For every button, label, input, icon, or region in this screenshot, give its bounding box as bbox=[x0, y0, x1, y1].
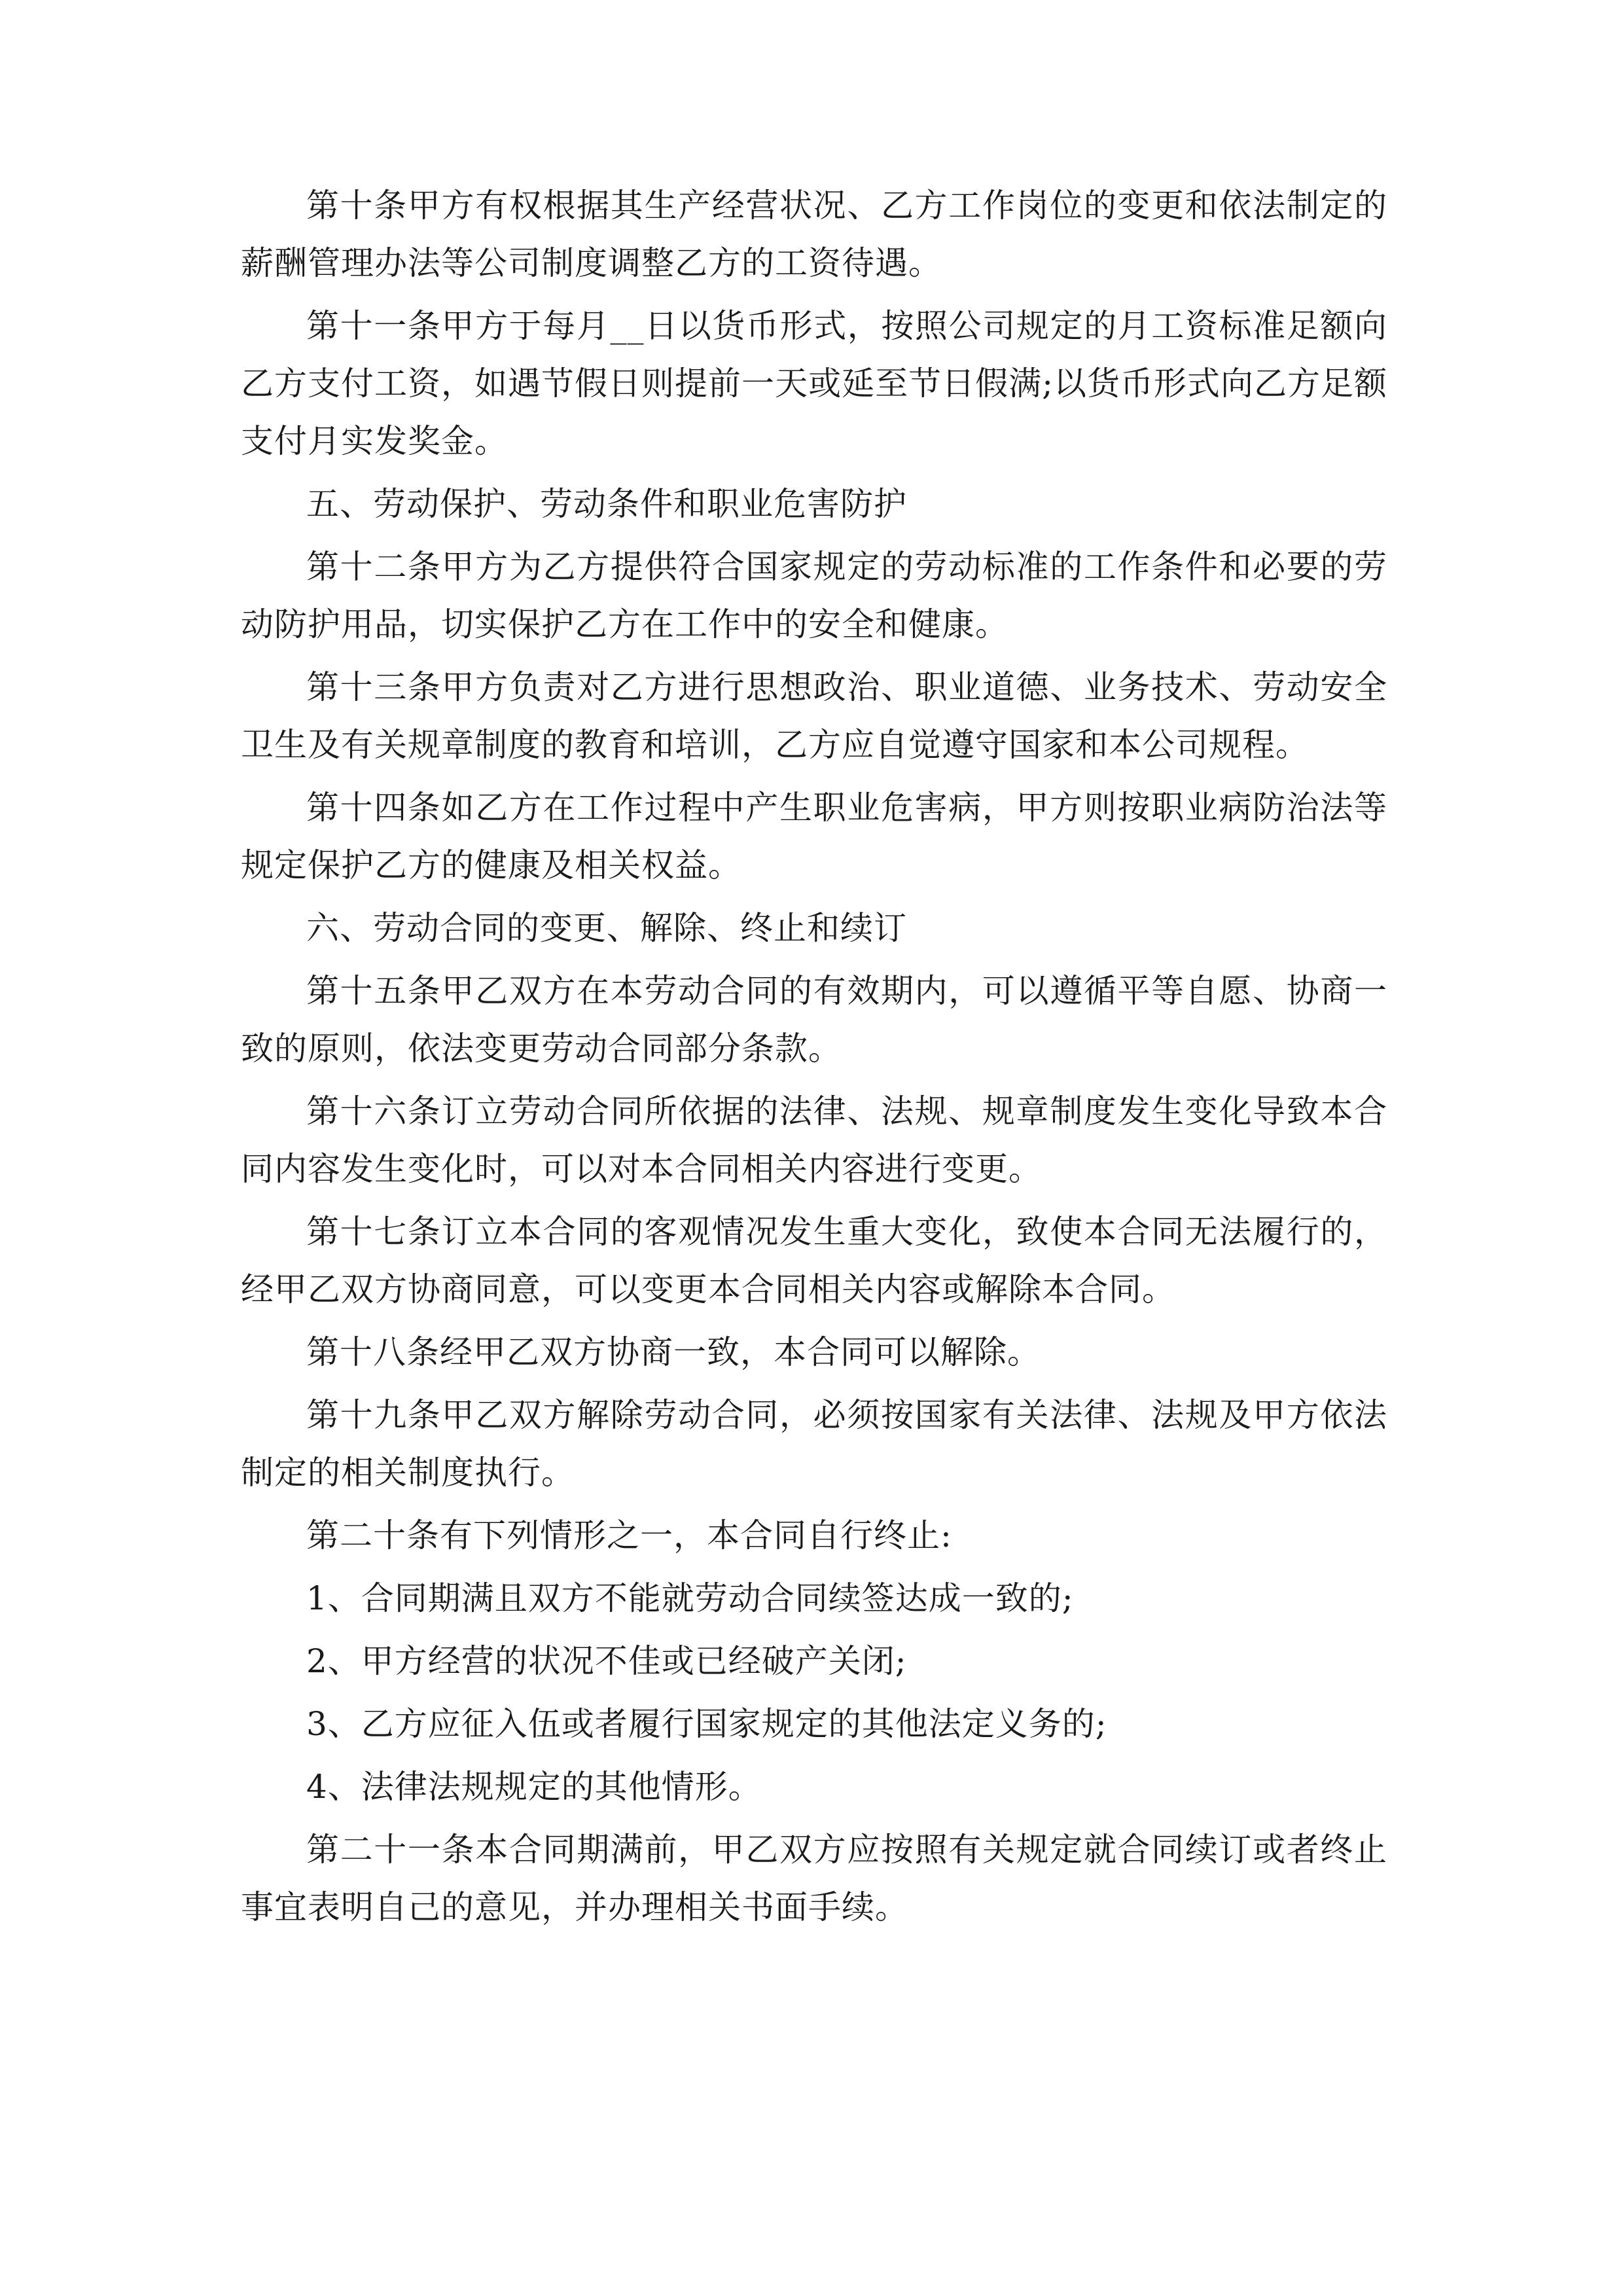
paragraph-article-14: 第十四条如乙方在工作过程中产生职业危害病，甲方则按职业病防治法等规定保护乙方的健康及相关权益。 bbox=[241, 789, 1387, 884]
list-item-4: 4、法律法规规定的其他情形。 bbox=[306, 1768, 762, 1806]
paragraph-article-13: 第十三条甲方负责对乙方进行思想政治、职业道德、业务技术、劳动安全卫生及有关规章制度的教育和培训，乙方应自觉遵守国家和本公司规程。 bbox=[241, 668, 1387, 764]
paragraph-article-11: 第十一条甲方于每月__日以货币形式，按照公司规定的月工资标准足额向乙方支付工资，如遇节假日则提前一天或延至节日假满;以货币形式向乙方足额支付月实发奖金。 bbox=[241, 307, 1387, 460]
paragraph-article-18: 第十八条经甲乙双方协商一致，本合同可以解除。 bbox=[306, 1333, 1041, 1371]
paragraph-article-19: 第十九条甲乙双方解除劳动合同，必须按国家有关法律、法规及甲方依法制定的相关制度执行。 bbox=[241, 1396, 1387, 1492]
paragraph-article-12: 第十二条甲方为乙方提供符合国家规定的劳动标准的工作条件和必要的劳动防护用品，切实保护乙方在工作中的安全和健康。 bbox=[241, 548, 1387, 643]
paragraph-article-15: 第十五条甲乙双方在本劳动合同的有效期内，可以遵循平等自愿、协商一致的原则，依法变更劳动合同部分条款。 bbox=[241, 972, 1387, 1067]
section-heading-5: 五、劳动保护、劳动条件和职业危害防护 bbox=[306, 485, 907, 523]
paragraph-article-20: 第二十条有下列情形之一，本合同自行终止: bbox=[306, 1516, 952, 1554]
paragraph-article-21: 第二十一条本合同期满前，甲乙双方应按照有关规定就合同续订或者终止事宜表明自己的意见，并办理相关书面手续。 bbox=[241, 1831, 1387, 1926]
paragraph-article-10: 第十条甲方有权根据其生产经营状况、乙方工作岗位的变更和依法制定的薪酬管理办法等公司制度调整乙方的工资待遇。 bbox=[241, 187, 1387, 282]
list-item-1: 1、合同期满且双方不能就劳动合同续签达成一致的; bbox=[306, 1579, 1074, 1617]
list-item-2: 2、甲方经营的状况不佳或已经破产关闭; bbox=[306, 1642, 907, 1680]
paragraph-article-16: 第十六条订立劳动合同所依据的法律、法规、规章制度发生变化导致本合同内容发生变化时，可以对本合同相关内容进行变更。 bbox=[241, 1092, 1387, 1188]
section-heading-6: 六、劳动合同的变更、解除、终止和续订 bbox=[306, 909, 907, 947]
document-body bbox=[241, 177, 1387, 1941]
paragraph-article-17: 第十七条订立本合同的客观情况发生重大变化，致使本合同无法履行的，经甲乙双方协商同意，可以变更本合同相关内容或解除本合同。 bbox=[241, 1213, 1387, 1308]
list-item-3: 3、乙方应征入伍或者履行国家规定的其他法定义务的; bbox=[306, 1705, 1107, 1743]
